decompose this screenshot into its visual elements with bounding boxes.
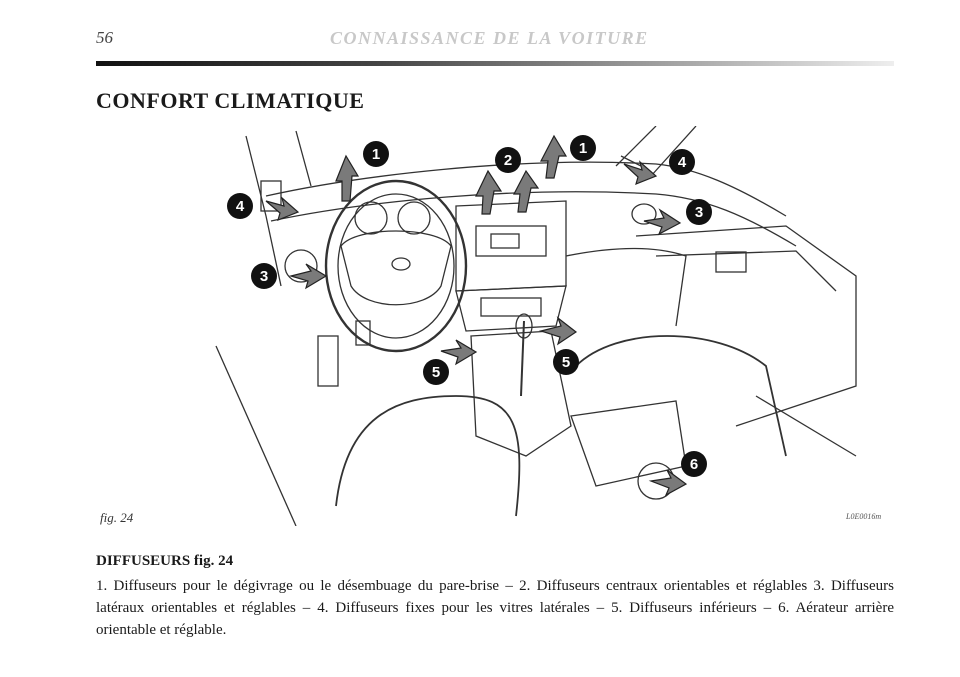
airflow-arrow-1b xyxy=(541,136,566,178)
callout-1a xyxy=(363,141,389,167)
callout-1b xyxy=(570,135,596,161)
window-switch xyxy=(716,252,746,272)
callout-3b xyxy=(686,199,712,225)
steering-hub xyxy=(341,231,451,305)
section-title: CONFORT CLIMATIQUE xyxy=(96,88,365,113)
svg-text:5: 5 xyxy=(561,354,571,371)
header-rule xyxy=(96,61,894,66)
svg-text:4: 4 xyxy=(677,154,687,171)
climate-panel xyxy=(456,286,566,331)
svg-text:2: 2 xyxy=(503,152,513,169)
airflow-arrow-2b xyxy=(514,171,538,212)
radio-unit xyxy=(476,226,546,256)
glovebox xyxy=(566,249,686,327)
radio-display xyxy=(491,234,519,248)
callout-5b xyxy=(553,349,579,375)
steering-wheel xyxy=(326,181,466,351)
callout-3a xyxy=(251,263,277,289)
callout-6 xyxy=(681,451,707,477)
body-paragraph: 1. Diffuseurs pour le dégivrage ou le désembuage du pare-brise – 2. Diffuseurs centraux orientables et réglables 3. Diffuseurs latéraux orientables et réglables – 4. Diffuseurs fixes pour les vitres latérales – 5. Diffuseurs inférieurs – 6. Aérateur arrière orientable et réglable. xyxy=(96,578,894,638)
svg-text:4: 4 xyxy=(235,198,245,215)
svg-text:3: 3 xyxy=(259,268,269,285)
callout-4b xyxy=(669,149,695,175)
svg-text:5: 5 xyxy=(431,364,441,381)
callout-4a xyxy=(227,193,253,219)
passenger-seat xyxy=(576,336,786,456)
right-pillar-line xyxy=(616,126,656,166)
steering-logo xyxy=(392,258,410,270)
callout-5a xyxy=(423,359,449,385)
airflow-arrow-3b xyxy=(644,210,680,234)
speedometer xyxy=(398,202,430,234)
floor-line-left xyxy=(216,346,296,526)
svg-text:6: 6 xyxy=(689,456,699,473)
airflow-arrow-5b xyxy=(541,318,576,344)
pedal-left xyxy=(318,336,338,386)
page-number: 56 xyxy=(96,28,113,47)
airflow-arrow-1a xyxy=(336,156,358,201)
subsection-title: DIFFUSEURS fig. 24 xyxy=(96,553,234,569)
callout-2 xyxy=(495,147,521,173)
figure-code: L0E0016m xyxy=(846,512,882,521)
svg-text:1: 1 xyxy=(371,146,381,163)
floor-line-right xyxy=(756,396,856,456)
airflow-arrow-2a xyxy=(476,171,501,214)
driver-seat xyxy=(336,396,519,516)
figure-caption: fig. 24 xyxy=(100,510,134,525)
running-head: CONNAISSANCE DE LA VOITURE xyxy=(330,28,649,48)
dashboard-illustration xyxy=(96,126,894,526)
climate-display xyxy=(481,298,541,316)
center-stack-top xyxy=(456,201,566,291)
dashboard-drawing xyxy=(96,126,894,526)
airflow-arrow-6 xyxy=(651,470,686,495)
svg-text:3: 3 xyxy=(694,204,704,221)
airflow-arrow-3a xyxy=(291,264,326,288)
tachometer xyxy=(355,202,387,234)
svg-text:1: 1 xyxy=(578,140,588,157)
left-pillar-line-2 xyxy=(296,131,311,186)
